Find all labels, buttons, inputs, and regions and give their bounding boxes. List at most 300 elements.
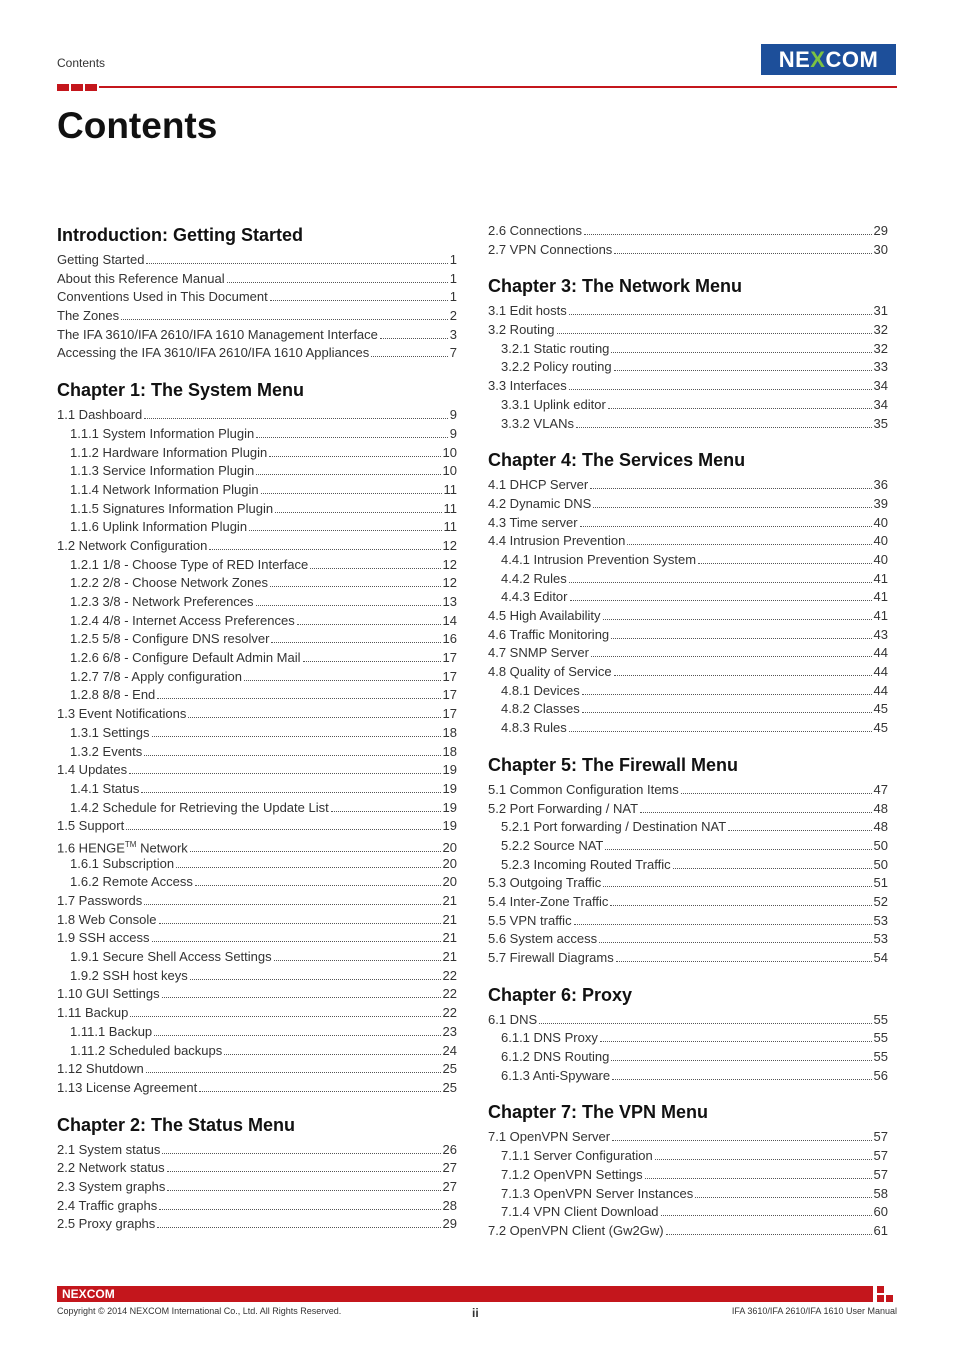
toc-entry[interactable] (57, 929, 457, 948)
toc-page-number: 50 (873, 856, 888, 872)
toc-entry[interactable] (57, 743, 457, 762)
dot-leader (129, 773, 440, 774)
dot-leader (162, 1153, 440, 1154)
dot-leader (270, 300, 448, 301)
header-rule (57, 84, 897, 90)
toc-entry[interactable] (488, 663, 888, 682)
chapter-heading: Chapter 5: The Firewall Menu (488, 754, 739, 775)
toc-entry-title: 3.2.2 Policy routing (501, 359, 612, 375)
toc-entry-title: The IFA 3610/IFA 2610/IFA 1610 Management Interface (57, 326, 378, 342)
toc-entry-title: 1.6.2 Remote Access (70, 874, 193, 890)
toc-page-number: 55 (873, 1030, 888, 1046)
toc-entry[interactable] (488, 532, 888, 551)
toc-entry-title: 7.1.3 OpenVPN Server Instances (501, 1185, 694, 1201)
toc-entry-title: 1.2.4 4/8 - Internet Access Preferences (70, 612, 295, 628)
footer-square (877, 1295, 884, 1302)
toc-entry-title: 4.2 Dynamic DNS (488, 495, 592, 511)
toc-entry[interactable] (488, 1128, 888, 1147)
toc-entry[interactable] (488, 719, 888, 738)
toc-entry-title: 7.1.1 Server Configuration (501, 1148, 653, 1164)
toc-entry-title: 1.2.6 6/8 - Configure Default Admin Mail (70, 650, 301, 666)
toc-entry[interactable] (57, 270, 457, 289)
toc-entry[interactable] (488, 1203, 888, 1222)
toc-entry[interactable] (488, 893, 888, 912)
toc-page-number: 22 (442, 986, 457, 1002)
toc-page-number: 12 (442, 537, 457, 553)
toc-entry[interactable] (488, 241, 888, 260)
toc-page-number: 39 (873, 495, 888, 511)
dot-leader (144, 418, 447, 419)
toc-page-number: 25 (442, 1061, 457, 1077)
toc-entry-title: 2.4 Traffic graphs (57, 1197, 158, 1213)
toc-entry-title: 5.2.3 Incoming Routed Traffic (501, 856, 671, 872)
toc-page-number: 21 (442, 893, 457, 908)
toc-page-number: 3 (449, 326, 457, 342)
toc-entry[interactable] (57, 1004, 457, 1023)
toc-entry[interactable] (488, 1166, 888, 1185)
toc-page-number: 11 (443, 519, 457, 535)
toc-entry-title: 1.2.5 5/8 - Configure DNS resolver (70, 631, 270, 647)
toc-entry-title: 1.2.3 3/8 - Network Preferences (70, 594, 254, 609)
toc-page-number: 45 (873, 701, 888, 717)
dot-leader (612, 1140, 871, 1141)
toc-page-number: 24 (442, 1042, 457, 1058)
toc-entry-list (57, 1141, 457, 1234)
dot-leader (144, 904, 440, 905)
toc-entry[interactable] (488, 495, 888, 514)
toc-entry-title: 1.4 Updates (57, 762, 128, 778)
toc-right-column (488, 222, 888, 1255)
toc-page-number: 40 (873, 514, 888, 530)
toc-entry-title: 5.2.2 Source NAT (501, 837, 604, 853)
dot-leader (126, 829, 440, 830)
toc-page-number: 58 (873, 1185, 888, 1201)
toc-entry-list (488, 476, 888, 738)
toc-entry-title: 1.3.1 Settings (70, 724, 150, 740)
dot-leader (199, 1091, 440, 1092)
toc-page-number: 14 (442, 612, 457, 628)
toc-page-number: 29 (442, 1216, 457, 1232)
toc-entry-title: 5.5 VPN traffic (488, 912, 572, 928)
dot-leader (157, 698, 440, 699)
toc-entry[interactable] (488, 570, 888, 589)
toc-entry[interactable] (488, 1067, 888, 1086)
dot-leader (569, 314, 872, 315)
toc-page-number: 56 (873, 1067, 888, 1083)
toc-entry[interactable] (488, 476, 888, 495)
toc-entry[interactable] (57, 326, 457, 345)
toc-page-number: 25 (442, 1079, 457, 1095)
toc-left-column (57, 222, 457, 1248)
header-square (85, 84, 97, 91)
dot-leader (728, 830, 871, 831)
toc-entry[interactable] (488, 949, 888, 968)
toc-entry[interactable] (57, 1023, 457, 1042)
dot-leader (591, 656, 872, 657)
toc-entry-title: 1.9.1 Secure Shell Access Settings (70, 949, 272, 965)
toc-page-number: 61 (873, 1222, 888, 1238)
toc-entry[interactable] (57, 556, 457, 575)
toc-entry[interactable] (57, 911, 457, 930)
toc-page-number: 20 (442, 855, 457, 871)
toc-entry-title: About this Reference Manual (57, 270, 225, 286)
toc-page-number: 21 (442, 930, 457, 946)
toc-page-number: 55 (873, 1011, 888, 1027)
toc-entry[interactable] (57, 892, 457, 911)
footer-square (886, 1295, 893, 1302)
toc-page-number: 9 (449, 425, 457, 441)
dot-leader (582, 694, 872, 695)
toc-entry[interactable] (57, 1042, 457, 1061)
toc-entry-title: 1.9 SSH access (57, 930, 150, 946)
toc-entry-title: 6.1.2 DNS Routing (501, 1049, 610, 1065)
toc-entry[interactable] (57, 668, 457, 687)
toc-page-number: 40 (873, 533, 888, 549)
toc-entry[interactable] (488, 415, 888, 434)
toc-entry[interactable] (488, 930, 888, 949)
dot-leader (698, 563, 871, 564)
toc-entry-title: 5.3 Outgoing Traffic (488, 875, 602, 891)
toc-entry-title: 4.8.1 Devices (501, 682, 580, 698)
toc-entry-title: The Zones (57, 308, 120, 324)
toc-page-number: 60 (873, 1204, 888, 1220)
toc-entry[interactable] (488, 588, 888, 607)
toc-entry[interactable] (57, 425, 457, 444)
toc-page-number: 27 (442, 1178, 457, 1194)
dot-leader (371, 356, 448, 357)
toc-entry-title: 1.2 Network Configuration (57, 537, 208, 553)
toc-entry[interactable] (57, 686, 457, 705)
toc-entry[interactable] (57, 967, 457, 986)
toc-entry-title: 4.8 Quality of Service (488, 664, 612, 680)
dot-leader (271, 642, 440, 643)
toc-page-number: 1 (449, 289, 457, 305)
dot-leader (159, 1209, 440, 1210)
toc-entry-title: 1.1.3 Service Information Plugin (70, 463, 255, 479)
toc-entry[interactable] (488, 1029, 888, 1048)
toc-entry[interactable] (488, 377, 888, 396)
toc-entry-title: 5.2 Port Forwarding / NAT (488, 800, 639, 816)
toc-entry[interactable] (57, 705, 457, 724)
dot-leader (645, 1178, 872, 1179)
toc-entry-title: 1.4.2 Schedule for Retrieving the Update List (70, 799, 329, 815)
dot-leader (580, 526, 872, 527)
toc-page-number: 33 (873, 359, 888, 375)
toc-entry-title: 3.3 Interfaces (488, 378, 567, 394)
toc-entry[interactable] (488, 781, 888, 800)
toc-entry[interactable] (488, 358, 888, 377)
dot-leader (141, 792, 440, 793)
footer-logo: NEXCOM (62, 1287, 115, 1301)
toc-entry-title: 2.7 VPN Connections (488, 241, 613, 257)
toc-entry-title: 1.12 Shutdown (57, 1061, 144, 1077)
dot-leader (195, 885, 441, 886)
dot-leader (569, 731, 872, 732)
toc-entry-title: 2.6 Connections (488, 223, 582, 238)
toc-entry[interactable] (488, 1147, 888, 1166)
dot-leader (144, 755, 440, 756)
toc-entry-list (57, 251, 457, 363)
toc-page-number: 11 (443, 500, 457, 516)
toc-page-number: 35 (873, 415, 888, 431)
dot-leader (611, 1060, 871, 1061)
dot-leader (269, 456, 440, 457)
toc-entry-list (488, 222, 888, 259)
dot-leader (331, 811, 441, 812)
toc-page-number: 32 (873, 322, 888, 338)
footer-square (877, 1286, 884, 1293)
dot-leader (673, 868, 872, 869)
toc-page-number: 17 (442, 706, 457, 722)
toc-page-number: 22 (442, 1005, 457, 1021)
toc-entry[interactable] (57, 1079, 457, 1098)
toc-entry-title: 1.10 GUI Settings (57, 986, 160, 1002)
toc-page-number: 27 (442, 1160, 457, 1176)
toc-entry-title: 1.8 Web Console (57, 911, 157, 927)
dot-leader (576, 427, 872, 428)
toc-page-number: 32 (873, 340, 888, 356)
toc-page-number: 12 (442, 556, 457, 572)
toc-entry[interactable] (57, 574, 457, 593)
toc-page-number: 18 (442, 743, 457, 759)
dot-leader (695, 1197, 871, 1198)
toc-entry[interactable] (488, 340, 888, 359)
toc-entry[interactable] (57, 817, 457, 836)
toc-entry[interactable] (488, 700, 888, 719)
toc-page-number: 40 (873, 551, 888, 567)
toc-entry[interactable] (57, 307, 457, 326)
dot-leader (188, 717, 440, 718)
toc-entry[interactable] (57, 724, 457, 743)
dot-leader (303, 661, 441, 662)
toc-entry[interactable] (488, 302, 888, 321)
toc-entry-title: 1.2.8 8/8 - End (70, 687, 156, 703)
toc-page-number: 19 (442, 762, 457, 778)
dot-leader (574, 924, 872, 925)
toc-entry[interactable] (57, 1178, 457, 1197)
toc-page-number: 17 (442, 687, 457, 703)
dot-leader (600, 1041, 872, 1042)
toc-entry-title: 5.4 Inter-Zone Traffic (488, 893, 609, 909)
toc-page-number: 12 (442, 575, 457, 591)
dot-leader (190, 979, 441, 980)
footer-bar (57, 1286, 873, 1302)
dot-leader (146, 1072, 441, 1073)
trademark-superscript: TM (124, 839, 137, 849)
toc-entry[interactable] (488, 837, 888, 856)
toc-page-number: 22 (442, 967, 457, 983)
dot-leader (608, 408, 872, 409)
toc-entry[interactable] (488, 626, 888, 645)
toc-entry[interactable] (57, 537, 457, 556)
dot-leader (603, 619, 872, 620)
toc-entry[interactable] (57, 481, 457, 500)
toc-entry[interactable] (57, 500, 457, 519)
toc-entry-title: 7.1 OpenVPN Server (488, 1129, 611, 1145)
toc-page-number: 55 (873, 1049, 888, 1065)
toc-page-number: 44 (873, 645, 888, 661)
toc-entry-title: 5.7 Firewall Diagrams (488, 950, 614, 965)
dot-leader (167, 1171, 441, 1172)
toc-page-number: 17 (442, 668, 457, 684)
toc-entry[interactable] (488, 1222, 888, 1241)
toc-page-number: 11 (443, 481, 457, 497)
dot-leader (130, 1016, 440, 1017)
toc-entry-title: Accessing the IFA 3610/IFA 2610/IFA 1610 Appliances (57, 345, 370, 361)
toc-entry[interactable] (488, 874, 888, 893)
toc-entry[interactable] (488, 1048, 888, 1067)
dot-leader (640, 812, 871, 813)
toc-entry-title: 5.2.1 Port forwarding / Destination NAT (501, 819, 727, 835)
toc-entry[interactable] (57, 1159, 457, 1178)
toc-page-number: 53 (873, 912, 888, 928)
toc-entry[interactable] (57, 761, 457, 780)
toc-page-number: 19 (442, 818, 457, 834)
dot-leader (582, 712, 872, 713)
toc-entry[interactable] (57, 1141, 457, 1160)
toc-entry-title: 4.6 Traffic Monitoring (488, 626, 610, 642)
dot-leader (584, 234, 872, 235)
toc-entry-title: 1.1.6 Uplink Information Plugin (70, 519, 248, 535)
toc-entry-title: 1.9.2 SSH host keys (70, 967, 188, 983)
toc-page-number: 44 (873, 664, 888, 680)
toc-entry[interactable] (488, 644, 888, 663)
dot-leader (539, 1023, 871, 1024)
dot-leader (616, 961, 872, 962)
dot-leader (146, 263, 447, 264)
dot-leader (270, 586, 441, 587)
toc-page-number: 7 (449, 345, 457, 361)
toc-page-number: 41 (873, 570, 888, 586)
toc-entry-title: 1.1.4 Network Information Plugin (70, 481, 259, 497)
toc-entry-list (488, 781, 888, 968)
toc-page-number: 19 (442, 780, 457, 796)
toc-page-number: 47 (873, 781, 888, 797)
dot-leader (256, 605, 441, 606)
toc-entry[interactable] (488, 321, 888, 340)
dot-leader (611, 638, 871, 639)
toc-page-number: 34 (873, 378, 888, 394)
toc-page-number: 29 (873, 223, 888, 238)
toc-entry-title: 2.2 Network status (57, 1160, 165, 1176)
toc-entry[interactable] (57, 1060, 457, 1079)
toc-entry[interactable] (57, 799, 457, 818)
toc-entry-title: 1.13 License Agreement (57, 1079, 198, 1095)
dot-leader (599, 942, 871, 943)
toc-entry-title: 1.2.7 7/8 - Apply configuration (70, 668, 243, 684)
toc-entry[interactable] (57, 1215, 457, 1234)
toc-page-number: 26 (442, 1141, 457, 1157)
toc-entry[interactable] (57, 444, 457, 463)
dot-leader (570, 600, 872, 601)
dot-leader (190, 851, 441, 852)
toc-entry-list (57, 406, 457, 1097)
toc-entry[interactable] (57, 985, 457, 1004)
toc-entry[interactable] (57, 855, 457, 874)
dot-leader (159, 923, 441, 924)
toc-entry[interactable] (57, 288, 457, 307)
dot-leader (275, 512, 441, 513)
toc-entry-title: 4.4 Intrusion Prevention (488, 533, 626, 549)
toc-page-number: 1 (449, 270, 457, 286)
dot-leader (162, 997, 441, 998)
toc-page-number: 19 (442, 799, 457, 815)
toc-entry[interactable] (488, 396, 888, 415)
toc-entry[interactable] (488, 607, 888, 626)
toc-page-number: 43 (873, 626, 888, 642)
toc-entry[interactable] (57, 462, 457, 481)
toc-entry[interactable] (57, 251, 457, 270)
header-line (99, 86, 897, 88)
toc-entry[interactable] (57, 873, 457, 892)
toc-entry-title: 1.6.1 Subscription (70, 855, 175, 871)
toc-entry[interactable] (57, 406, 457, 425)
toc-entry[interactable] (488, 1185, 888, 1204)
dot-leader (256, 437, 448, 438)
toc-page-number: 45 (873, 720, 888, 736)
chapter-heading: Chapter 1: The System Menu (57, 380, 305, 401)
toc-entry[interactable] (57, 593, 457, 612)
dot-leader (605, 849, 871, 850)
dot-leader (569, 582, 872, 583)
chapter-heading: Introduction: Getting Started (57, 225, 303, 245)
dot-leader (611, 352, 871, 353)
toc-entry[interactable] (488, 551, 888, 570)
toc-entry[interactable] (57, 1197, 457, 1216)
toc-entry-title: 4.3 Time server (488, 514, 578, 530)
toc-entry[interactable] (57, 518, 457, 537)
dot-leader (627, 544, 871, 545)
toc-entry-title: 3.2 Routing (488, 322, 555, 338)
toc-entry[interactable] (488, 222, 888, 241)
dot-leader (224, 1054, 440, 1055)
toc-page-number: 50 (873, 837, 888, 853)
toc-page-number: 48 (873, 819, 888, 835)
dot-leader (380, 338, 448, 339)
dot-leader (610, 905, 871, 906)
toc-entry[interactable] (488, 1011, 888, 1030)
toc-page-number: 28 (442, 1197, 457, 1213)
toc-page-number: 54 (873, 950, 888, 965)
toc-entry[interactable] (488, 514, 888, 533)
toc-entry[interactable] (57, 630, 457, 649)
toc-entry[interactable] (488, 818, 888, 837)
toc-entry[interactable] (488, 912, 888, 931)
header-square (71, 84, 83, 91)
toc-page-number: 10 (442, 463, 457, 479)
logo-text-pre: NE (778, 46, 811, 72)
toc-entry[interactable] (57, 948, 457, 967)
dot-leader (681, 793, 872, 794)
toc-entry[interactable] (488, 856, 888, 875)
footer-manual-title: IFA 3610/IFA 2610/IFA 1610 User Manual (731, 1306, 897, 1316)
dot-leader (274, 960, 441, 961)
toc-entry-title: 2.3 System graphs (57, 1178, 166, 1194)
toc-page-number: 36 (873, 477, 888, 493)
toc-entry[interactable] (57, 780, 457, 799)
toc-entry-title: 1.1.1 System Information Plugin (70, 425, 255, 441)
toc-entry[interactable] (57, 836, 457, 855)
toc-entry[interactable] (488, 682, 888, 701)
toc-entry[interactable] (57, 649, 457, 668)
toc-entry[interactable] (488, 800, 888, 819)
dot-leader (249, 530, 441, 531)
toc-page-number: 48 (873, 800, 888, 816)
toc-entry[interactable] (57, 344, 457, 363)
toc-entry-title: 4.8.3 Rules (501, 720, 567, 736)
toc-entry-title: 1.2.2 2/8 - Choose Network Zones (70, 575, 268, 591)
toc-entry[interactable] (57, 612, 457, 631)
